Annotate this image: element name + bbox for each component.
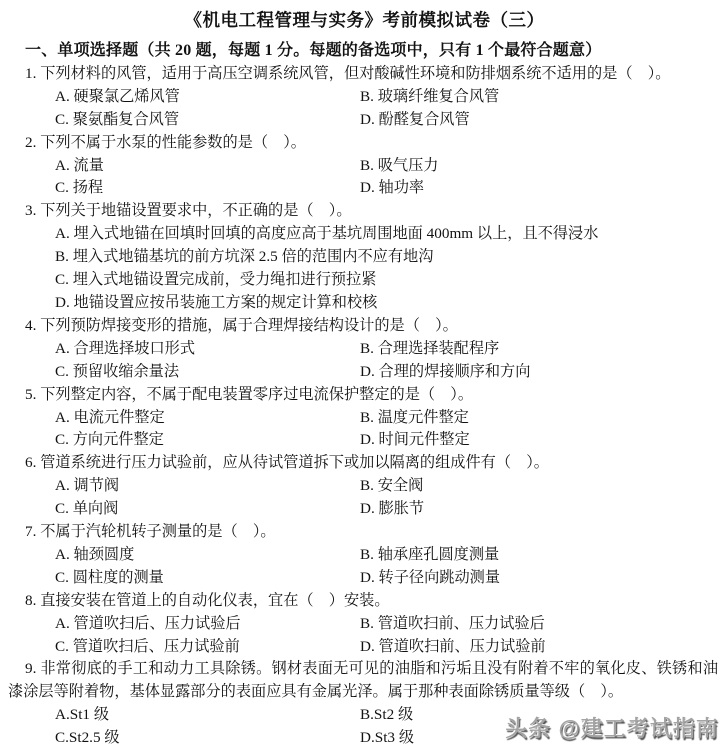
question-3-text: 3. 下列关于地锚设置要求中，不正确的是（ ）。 (25, 202, 352, 220)
question-6-option-a: A. 调节阀 (55, 477, 120, 495)
question-1-text: 1. 下列材料的风管，适用于高压空调系统风管，但对酸碱性环境和防排烟系统不适用的是（ ）。 (25, 64, 671, 82)
question-2 (25, 132, 718, 201)
question-3 (25, 200, 718, 315)
question-2-options (25, 155, 718, 201)
question-9-option-d: D.St3 级 (360, 729, 415, 747)
question-6-option-d: D. 膨胀节 (360, 500, 425, 518)
question-4-option-c: C. 预留收缩余量法 (55, 362, 180, 380)
question-6-option-b: B. 安全阀 (360, 477, 424, 495)
question-8-options (25, 613, 718, 659)
question-7-text: 7. 不属于汽轮机转子测量的是（ ）。 (25, 523, 276, 541)
question-6 (25, 452, 718, 521)
question-2-option-b: B. 吸气压力 (360, 156, 439, 174)
question-3-options (25, 223, 718, 315)
question-4 (25, 315, 718, 384)
question-1-option-d: D. 酚醛复合风管 (360, 110, 470, 128)
question-9-text: 9. 非常彻底的手工和动力工具除锈。钢材表面无可见的油脂和污垢且没有附着不牢的氧化皮、铁锈和油漆涂层等附着物，基体显露部分的表面应具有金属光泽。属于那种表面除锈质量等级（ ）。 (8, 660, 718, 701)
question-7-option-d: D. 转子径向跳动测量 (360, 568, 501, 586)
question-8-text: 8. 直接安装在管道上的自动化仪表，宜在（ ）安装。 (25, 591, 390, 609)
page-title: 《机电工程管理与实务》考前模拟试卷（三） (184, 10, 545, 30)
question-3-option-d: D. 地锚设置应按吊装施工方案的规定计算和校核 (55, 293, 378, 311)
question-8-option-d: D. 管道吹扫前、压力试验前 (360, 637, 546, 655)
question-4-option-b: B. 合理选择装配程序 (360, 339, 500, 357)
question-5-option-d: D. 时间元件整定 (360, 431, 470, 449)
question-3-option-b: B. 埋入式地锚基坑的前方坑深 2.5 倍的范围内不应有地沟 (55, 248, 434, 266)
question-2-text: 2. 下列不属于水泵的性能参数的是（ ）。 (25, 133, 306, 151)
question-3-option-c: C. 埋入式地锚设置完成前，受力绳扣进行预拉紧 (55, 271, 377, 289)
question-4-option-d: D. 合理的焊接顺序和方向 (360, 362, 531, 380)
question-6-option-c: C. 单向阀 (55, 500, 119, 518)
question-9-option-a: A.St1 级 (55, 706, 110, 724)
question-5 (25, 384, 718, 453)
question-5-option-c: C. 方向元件整定 (55, 431, 164, 449)
question-8 (25, 590, 718, 659)
question-8-option-b: B. 管道吹扫前、压力试验后 (360, 614, 545, 632)
watermark-toutiao-badge: 头条 @建工考试指南 (505, 716, 719, 741)
question-5-text: 5. 下列整定内容，不属于配电装置零序过电流保护整定的是（ ）。 (25, 385, 474, 403)
question-7-option-b: B. 轴承座孔圆度测量 (360, 545, 500, 563)
question-1 (25, 63, 718, 132)
question-1-option-a: A. 硬聚氯乙烯风管 (55, 87, 180, 105)
question-7-option-a: A. 轴颈圆度 (55, 545, 135, 563)
question-1-options (25, 86, 718, 132)
question-9-option-c: C.St2.5 级 (55, 729, 120, 747)
question-7-option-c: C. 圆柱度的测量 (55, 568, 164, 586)
question-9-option-b: B.St2 级 (360, 706, 414, 724)
question-4-text: 4. 下列预防焊接变形的措施，属于合理焊接结构设计的是（ ）。 (25, 316, 458, 334)
question-8-option-c: C. 管道吹扫后、压力试验前 (55, 637, 240, 655)
question-2-option-d: D. 轴功率 (360, 179, 425, 197)
question-3-option-a: A. 埋入式地锚在回填时回填的高度应高于基坑周围地面 400mm 以上，且不得浸水 (55, 225, 599, 243)
question-1-option-c: C. 聚氨酯复合风管 (55, 110, 180, 128)
section-heading: 一、单项选择题（共 20 题，每题 1 分。每题的备选项中，只有 1 个最符合题意） (25, 42, 602, 59)
question-2-option-c: C. 扬程 (55, 179, 104, 197)
question-7-options (25, 544, 718, 590)
question-4-options (25, 338, 718, 384)
question-6-text: 6. 管道系统进行压力试验前，应从待试管道拆下或加以隔离的组成件有（ ）。 (25, 454, 549, 472)
question-6-options (25, 475, 718, 521)
question-7 (25, 521, 718, 590)
question-5-option-b: B. 温度元件整定 (360, 408, 469, 426)
question-5-options (25, 407, 718, 453)
question-4-option-a: A. 合理选择坡口形式 (55, 339, 196, 357)
question-2-option-a: A. 流量 (55, 156, 104, 174)
question-1-option-b: B. 玻璃纤维复合风管 (360, 87, 500, 105)
question-5-option-a: A. 电流元件整定 (55, 408, 165, 426)
question-8-option-a: A. 管道吹扫后、压力试验后 (55, 614, 241, 632)
